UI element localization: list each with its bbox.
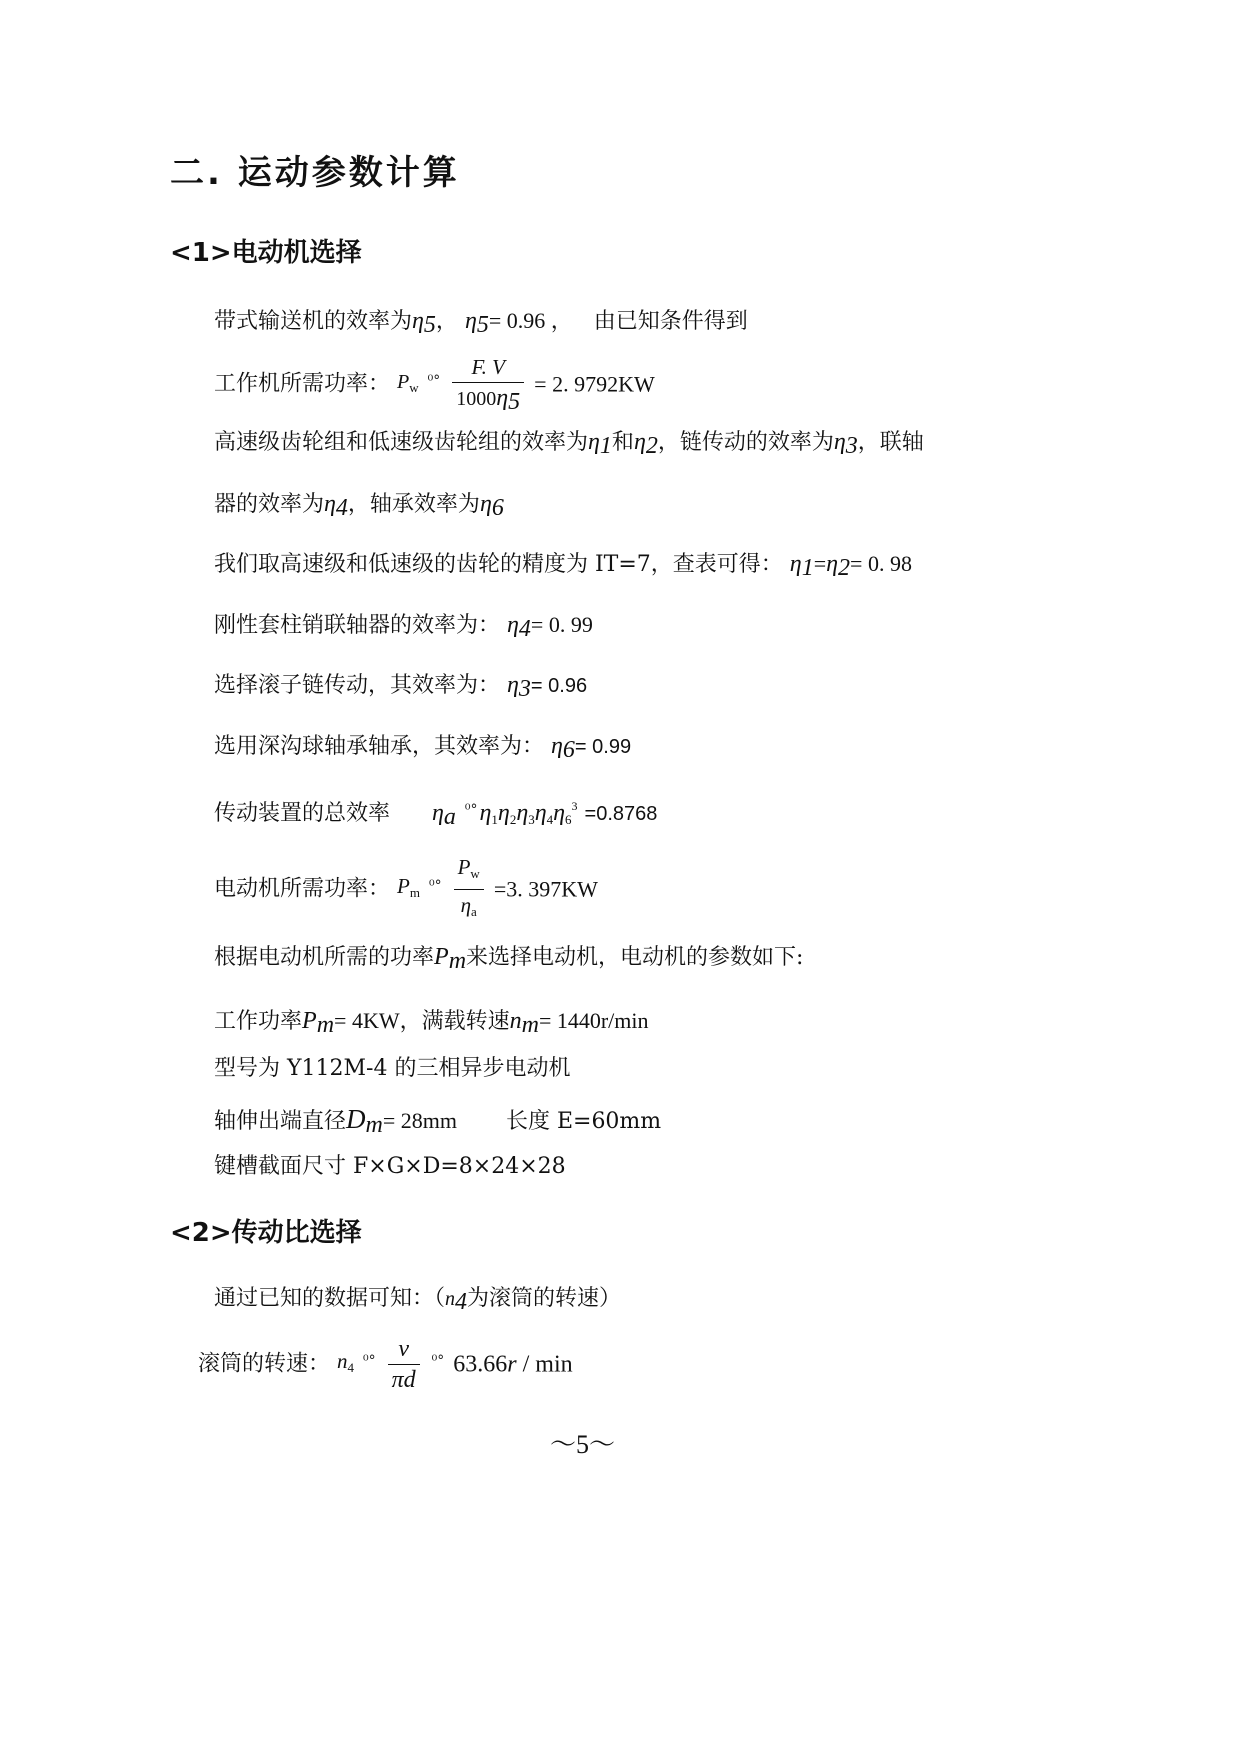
line-gear-precision: 我们取高速级和低速级的齿轮的精度为 IT=7，查表可得： $\eta_1=\eta_2= 0$. 98 [214, 551, 912, 581]
power-fraction: $\frac{F. V}{1000\eta_5}$ [452, 352, 524, 417]
line-gear-chain-efficiency: 高速级齿轮组和低速级齿轮组的效率为$\eta_1$和$\eta_2$，链传动的效率为$\eta_3$，联轴 [214, 429, 924, 459]
line-keyway-dimensions: 键槽截面尺寸 F×G×D=8×24×28 [214, 1154, 566, 1179]
line-drum-speed: 滚筒的转速： $n_4$ $^{^0^\circ}$ $\frac{v}{\pi d}$ $^{^0^\circ}$ 63.66r / min [198, 1336, 573, 1393]
line-coupling-bearing-efficiency: 器的效率为$\eta_4$，轴承效率为$\eta_6$ [214, 491, 504, 521]
line-shaft-dimensions: 轴伸出端直径$D_m= 28mm$ 长度 E=60mm [214, 1104, 662, 1138]
line-bearing-efficiency: 选用深沟球轴承轴承，其效率为： $\eta_6= 0.99$ [214, 733, 632, 763]
subsection-title-ratio: <2>传动比选择 [170, 1218, 362, 1248]
drum-speed-fraction: $\frac{v}{\pi d}$ [388, 1334, 420, 1395]
line-motor-model: 型号为 Y112M-4 的三相异步电动机 [214, 1056, 571, 1081]
line-known-data: 通过已知的数据可知：（$n_4$为滚筒的转速） [214, 1286, 622, 1315]
line-motor-power: 电动机所需功率： $P_m$ $^{^0^\circ}$ $\frac{P_w}{\eta_a}$ =3. 397KW [214, 852, 598, 927]
motor-power-fraction: $\frac{P_w}{\eta_a}$ [454, 852, 484, 927]
line-conveyor-efficiency: 带式输送机的效率为$\eta_5$， $\eta_5= 0.96$ ， 由已知条件得到 [214, 308, 748, 338]
line-motor-selection: 根据电动机所需的功率$P_m$来选择电动机，电动机的参数如下: [214, 944, 804, 974]
line-chain-efficiency: 选择滚子链传动，其效率为： $\eta_3= 0.96$ [214, 672, 588, 702]
section-title: 二. 运动参数计算 [170, 153, 460, 193]
line-total-efficiency: 传动装置的总效率 $\eta_a$ $^{^0^\circ}\eta_1\eta_2\eta_3\eta_4\eta_6^3 =0.8768$ [214, 799, 658, 830]
subsection-title-motor: <1>电动机选择 [170, 238, 362, 268]
line-rated-power-speed: 工作功率$P_m= 4KW$，满载转速$n_m= 1440r/\min$ [214, 1008, 649, 1038]
line-work-machine-power: 工作机所需功率： $P_w$ $^{^0^\circ}$ $\frac{F. V}{1000\eta_5}$ = 2. 9792KW [214, 352, 655, 417]
line-coupling-efficiency: 刚性套柱销联轴器的效率为： $\eta_4= 0$. 99 [214, 612, 593, 642]
page-number: ～5～ [550, 1430, 616, 1459]
